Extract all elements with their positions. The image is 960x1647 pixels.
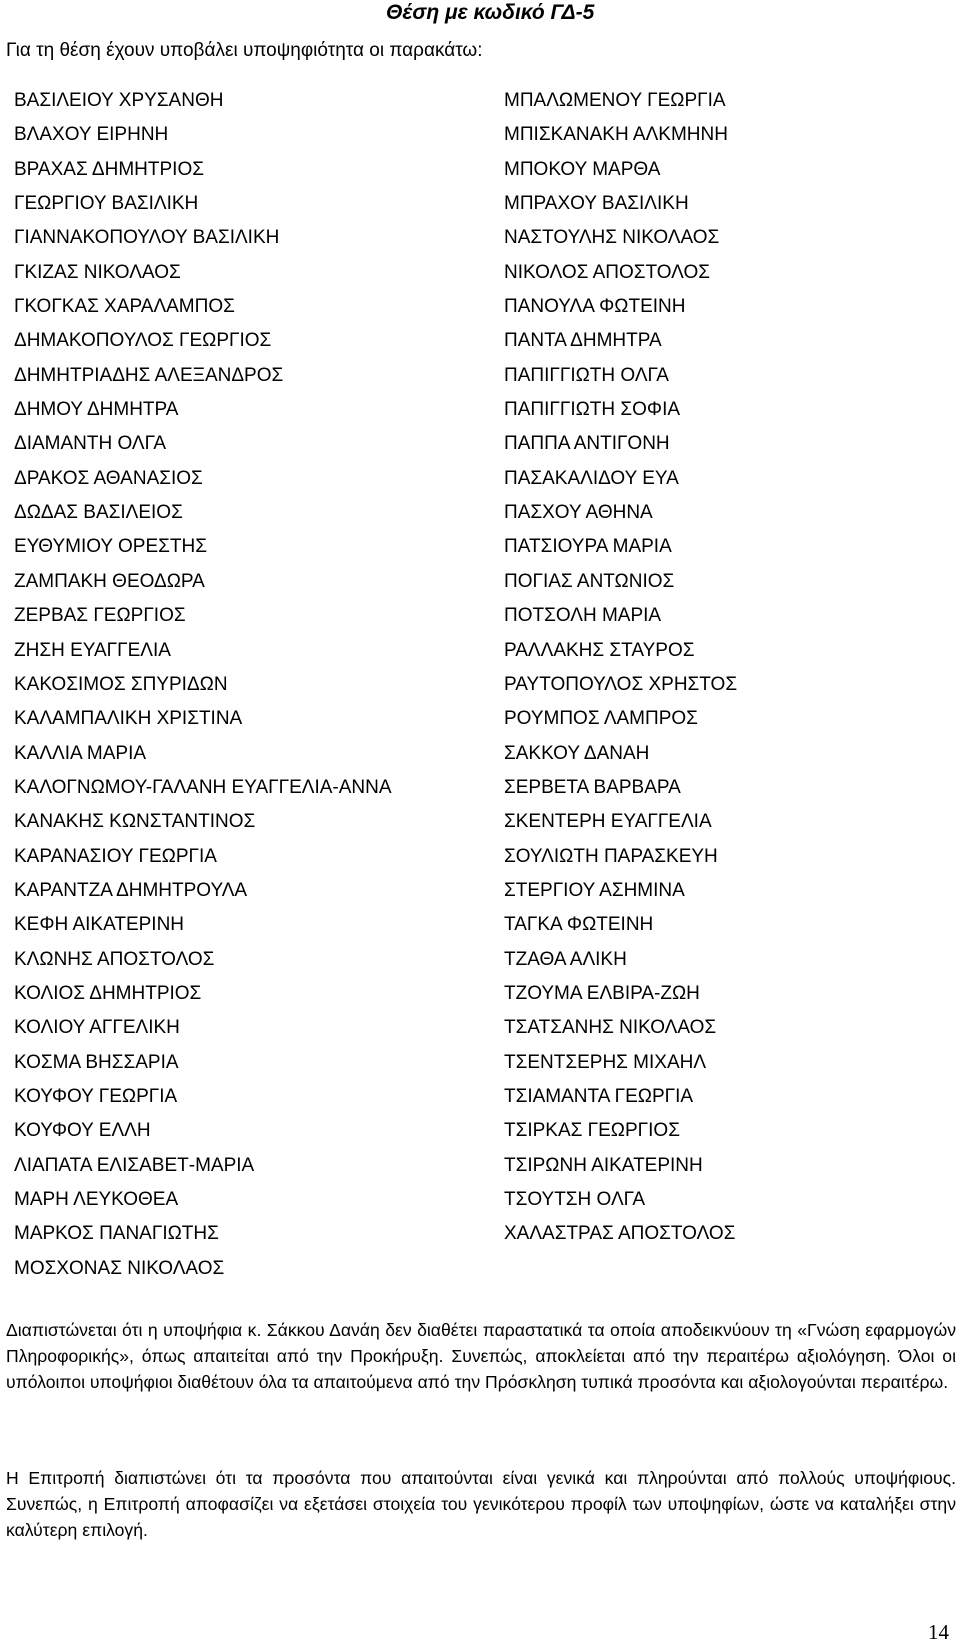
candidate-name: ΚΑΛΛΙΑ ΜΑΡΙΑ: [14, 742, 147, 764]
candidates-list-right: [504, 84, 737, 1252]
candidate-name: ΝΑΣΤΟΥΛΗΣ ΝΙΚΟΛΑΟΣ: [504, 227, 720, 249]
candidate-name: ΓΙΑΝΝΑΚΟΠΟΥΛΟΥ ΒΑΣΙΛΙΚΗ: [14, 227, 280, 249]
candidate-name: ΛΙΑΠΑΤΑ ΕΛΙΣΑΒΕΤ-ΜΑΡΙΑ: [14, 1154, 255, 1176]
candidate-name: ΔΩΔΑΣ ΒΑΣΙΛΕΙΟΣ: [14, 502, 183, 524]
candidate-name: ΖΗΣΗ ΕΥΑΓΓΕΛΙΑ: [14, 639, 171, 661]
candidate-name: ΤΑΓΚΑ ΦΩΤΕΙΝΗ: [504, 914, 654, 936]
candidate-name: ΓΕΩΡΓΙΟΥ ΒΑΣΙΛΙΚΗ: [14, 193, 199, 215]
exclusion-paragraph: Διαπιστώνεται ότι η υποψήφια κ. Σάκκου Δανάη δεν διαθέτει παραστατικά τα οποία αποδεικνύουν τη «Γνώση εφαρμογών Πληροφορικής», όπως απαιτείται από την Προκήρυξη. Συνεπώς, αποκλείεται από την περαιτέρω αξιολόγηση. Όλοι οι υπόλοιποι υποψήφιοι διαθέτουν όλα τα απαιτούμενα από την Πρόσκληση τυπικά προσόντα και αξιολογούνται περαιτέρω.: [6, 1320, 956, 1392]
candidate-name: ΤΣΑΤΣΑΝΗΣ ΝΙΚΟΛΑΟΣ: [504, 1017, 717, 1039]
candidate-name: ΜΟΣΧΟΝΑΣ ΝΙΚΟΛΑΟΣ: [14, 1257, 225, 1279]
candidate-name: ΤΣΕΝΤΣΕΡΗΣ ΜΙΧΑΗΛ: [504, 1051, 707, 1073]
candidate-name: ΜΠΟΚΟΥ ΜΑΡΘΑ: [504, 158, 661, 180]
candidate-name: ΣΤΕΡΓΙΟΥ ΑΣΗΜΙΝΑ: [504, 879, 685, 901]
candidate-name: ΠΟΤΣΟΛΗ ΜΑΡΙΑ: [504, 605, 662, 627]
candidate-name: ΚΑΡΑΝΑΣΙΟΥ ΓΕΩΡΓΙΑ: [14, 845, 217, 867]
candidate-name: ΕΥΘΥΜΙΟΥ ΟΡΕΣΤΗΣ: [14, 536, 207, 558]
candidate-name: ΜΠΡΑΧΟΥ ΒΑΣΙΛΙΚΗ: [504, 193, 689, 215]
candidate-name: ΠΟΓΙΑΣ ΑΝΤΩΝΙΟΣ: [504, 570, 675, 592]
candidate-name: ΚΑΝΑΚΗΣ ΚΩΝΣΤΑΝΤΙΝΟΣ: [14, 811, 256, 833]
candidate-name: ΖΕΡΒΑΣ ΓΕΩΡΓΙΟΣ: [14, 605, 186, 627]
candidate-name: ΠΑΠΙΓΓΙΩΤΗ ΟΛΓΑ: [504, 364, 669, 386]
candidate-name: ΠΑΣΧΟΥ ΑΘΗΝΑ: [504, 502, 653, 524]
candidate-name: ΚΟΣΜΑ ΒΗΣΣΑΡΙΑ: [14, 1051, 179, 1073]
candidate-name: ΠΑΠΠΑ ΑΝΤΙΓΟΝΗ: [504, 433, 670, 455]
position-title: Θέση με κωδικό ΓΔ-5: [386, 1, 595, 24]
candidate-name: ΔΗΜΟΥ ΔΗΜΗΤΡΑ: [14, 399, 179, 421]
candidate-name: ΚΑΛΟΓΝΩΜΟΥ-ΓΑΛΑΝΗ ΕΥΑΓΓΕΛΙΑ-ΑΝΝΑ: [14, 776, 392, 798]
candidate-name: ΚΑΚΟΣΙΜΟΣ ΣΠΥΡΙΔΩΝ: [14, 673, 228, 695]
candidate-name: ΚΕΦΗ ΑΙΚΑΤΕΡΙΝΗ: [14, 914, 185, 936]
candidate-name: ΤΣΙΡΩΝΗ ΑΙΚΑΤΕΡΙΝΗ: [504, 1154, 703, 1176]
candidate-name: ΤΖΑΘΑ ΑΛΙΚΗ: [504, 948, 627, 970]
candidate-name: ΚΟΛΙΟΣ ΔΗΜΗΤΡΙΟΣ: [14, 982, 202, 1004]
candidate-name: ΖΑΜΠΑΚΗ ΘΕΟΔΩΡΑ: [14, 570, 205, 592]
intro-text: Για τη θέση έχουν υποβάλει υποψηφιότητα οι παρακάτω:: [6, 40, 483, 61]
candidate-name: ΡΑΛΛΑΚΗΣ ΣΤΑΥΡΟΣ: [504, 639, 695, 661]
candidate-name: ΚΑΛΑΜΠΑΛΙΚΗ ΧΡΙΣΤΙΝΑ: [14, 708, 243, 730]
candidate-name: ΜΑΡΗ ΛΕΥΚΟΘΕΑ: [14, 1189, 179, 1210]
candidate-name: ΚΑΡΑΝΤΖΑ ΔΗΜΗΤΡΟΥΛΑ: [14, 879, 248, 901]
candidate-name: ΠΑΤΣΙΟΥΡΑ ΜΑΡΙΑ: [504, 536, 672, 558]
candidate-name: ΚΛΩΝΗΣ ΑΠΟΣΤΟΛΟΣ: [14, 948, 215, 970]
candidate-name: ΡΟΥΜΠΟΣ ΛΑΜΠΡΟΣ: [504, 708, 698, 730]
candidate-name: ΔΗΜΑΚΟΠΟΥΛΟΣ ΓΕΩΡΓΙΟΣ: [14, 330, 272, 352]
candidate-name: ΚΟΥΦΟΥ ΓΕΩΡΓΙΑ: [14, 1085, 178, 1107]
candidate-name: ΔΗΜΗΤΡΙΑΔΗΣ ΑΛΕΞΑΝΔΡΟΣ: [14, 364, 284, 386]
candidate-name: ΤΣΙΡΚΑΣ ΓΕΩΡΓΙΟΣ: [504, 1120, 680, 1142]
decision-paragraph: Η Επιτροπή διαπιστώνει ότι τα προσόντα που απαιτούνται είναι γενικά και πληρούνται από πολλούς υποψήφιους. Συνεπώς, η Επιτροπή αποφασίζει να εξετάσει στοιχεία του γενικότερου προφίλ των υποψηφίων, ώστε να καταλήξει στην καλύτερη επιλογή.: [6, 1468, 956, 1540]
page-number: 14: [928, 1620, 949, 1644]
candidate-name: ΣΚΕΝΤΕΡΗ ΕΥΑΓΓΕΛΙΑ: [504, 811, 712, 833]
candidate-name: ΚΟΥΦΟΥ ΕΛΛΗ: [14, 1120, 151, 1142]
candidate-name: ΝΙΚΟΛΟΣ ΑΠΟΣΤΟΛΟΣ: [504, 261, 711, 283]
candidate-name: ΒΛΑΧΟΥ ΕΙΡΗΝΗ: [14, 124, 169, 146]
candidate-name: ΤΖΟΥΜΑ ΕΛΒΙΡΑ-ΖΩΗ: [504, 982, 700, 1004]
candidate-name: ΒΑΣΙΛΕΙΟΥ ΧΡΥΣΑΝΘΗ: [14, 90, 224, 111]
candidate-name: ΒΡΑΧΑΣ ΔΗΜΗΤΡΙΟΣ: [14, 158, 204, 180]
candidate-name: ΠΑΠΙΓΓΙΩΤΗ ΣΟΦΙΑ: [504, 399, 681, 421]
candidate-name: ΡΑΥΤΟΠΟΥΛΟΣ ΧΡΗΣΤΟΣ: [504, 673, 738, 695]
candidate-name: ΣΑΚΚΟΥ ΔΑΝΑΗ: [504, 742, 650, 764]
candidate-name: ΜΠΙΣΚΑΝΑΚΗ ΑΛΚΜΗΝΗ: [504, 124, 728, 146]
candidate-name: ΠΑΣΑΚΑΛΙΔΟΥ ΕΥΑ: [504, 467, 679, 489]
candidate-name: ΔΙΑΜΑΝΤΗ ΟΛΓΑ: [14, 433, 166, 455]
candidate-name: ΜΑΡΚΟΣ ΠΑΝΑΓΙΩΤΗΣ: [14, 1223, 219, 1245]
candidate-name: ΧΑΛΑΣΤΡΑΣ ΑΠΟΣΤΟΛΟΣ: [504, 1223, 736, 1245]
candidate-name: ΔΡΑΚΟΣ ΑΘΑΝΑΣΙΟΣ: [14, 467, 203, 489]
candidate-name: ΓΚΙΖΑΣ ΝΙΚΟΛΑΟΣ: [14, 261, 181, 283]
candidate-name: ΜΠΑΛΩΜΕΝΟΥ ΓΕΩΡΓΙΑ: [504, 90, 726, 111]
candidate-name: ΣΕΡΒΕΤΑ ΒΑΡΒΑΡΑ: [504, 776, 681, 798]
candidate-name: ΓΚΟΓΚΑΣ ΧΑΡΑΛΑΜΠΟΣ: [14, 296, 235, 318]
candidates-list-left: [14, 84, 392, 1286]
candidate-name: ΚΟΛΙΟΥ ΑΓΓΕΛΙΚΗ: [14, 1017, 180, 1039]
candidate-name: ΠΑΝΟΥΛΑ ΦΩΤΕΙΝΗ: [504, 296, 686, 318]
candidate-name: ΠΑΝΤΑ ΔΗΜΗΤΡΑ: [504, 330, 662, 352]
candidate-name: ΤΣΙΑΜΑΝΤΑ ΓΕΩΡΓΙΑ: [504, 1085, 694, 1107]
candidate-name: ΤΣΟΥΤΣΗ ΟΛΓΑ: [504, 1189, 646, 1210]
candidate-name: ΣΟΥΛΙΩΤΗ ΠΑΡΑΣΚΕΥΗ: [504, 845, 718, 867]
